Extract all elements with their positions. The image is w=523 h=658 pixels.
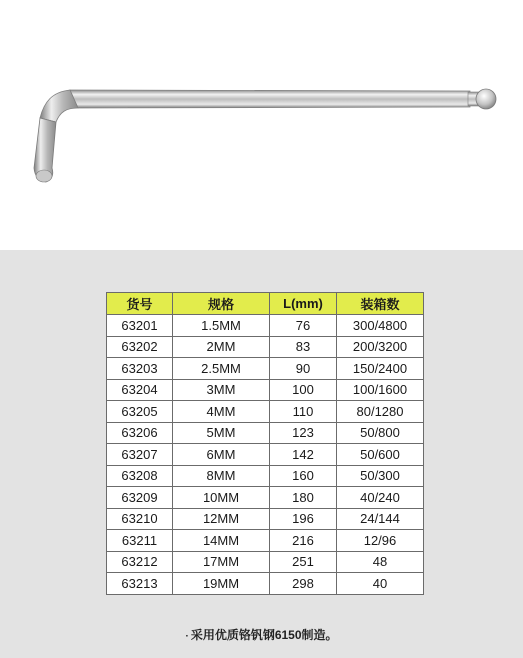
table-row [107, 379, 424, 401]
table-row [107, 444, 424, 466]
cell-size: 17MM [173, 551, 270, 573]
cell-item-no: 63204 [107, 379, 173, 401]
cell-packing: 200/3200 [337, 336, 424, 358]
cell-length: 90 [270, 358, 337, 380]
cell-packing: 40/240 [337, 487, 424, 509]
header-item-no: 货号 [107, 293, 173, 315]
cell-length: 180 [270, 487, 337, 509]
table-row [107, 336, 424, 358]
header-length: L(mm) [270, 293, 337, 315]
cell-size: 12MM [173, 508, 270, 530]
cell-item-no: 63209 [107, 487, 173, 509]
header-size: 规格 [173, 293, 270, 315]
cell-packing: 80/1280 [337, 401, 424, 423]
cell-packing: 300/4800 [337, 315, 424, 337]
table-row [107, 487, 424, 509]
note-bullet: · [185, 631, 189, 642]
ball-end-hex-key-image [0, 0, 523, 250]
cell-packing: 12/96 [337, 530, 424, 552]
cell-item-no: 63201 [107, 315, 173, 337]
cell-packing: 50/300 [337, 465, 424, 487]
cell-size: 10MM [173, 487, 270, 509]
cell-length: 76 [270, 315, 337, 337]
cell-size: 2.5MM [173, 358, 270, 380]
cell-item-no: 63202 [107, 336, 173, 358]
cell-packing: 100/1600 [337, 379, 424, 401]
cell-item-no: 63212 [107, 551, 173, 573]
cell-size: 19MM [173, 573, 270, 595]
material-note [0, 626, 523, 643]
cell-item-no: 63211 [107, 530, 173, 552]
cell-item-no: 63208 [107, 465, 173, 487]
cell-length: 216 [270, 530, 337, 552]
cell-size: 1.5MM [173, 315, 270, 337]
cell-size: 2MM [173, 336, 270, 358]
cell-packing: 24/144 [337, 508, 424, 530]
cell-length: 196 [270, 508, 337, 530]
cell-size: 3MM [173, 379, 270, 401]
cell-size: 6MM [173, 444, 270, 466]
cell-size: 14MM [173, 530, 270, 552]
cell-length: 100 [270, 379, 337, 401]
cell-item-no: 63206 [107, 422, 173, 444]
cell-length: 160 [270, 465, 337, 487]
header-packing: 装箱数 [337, 293, 424, 315]
table-row [107, 315, 424, 337]
cell-size: 8MM [173, 465, 270, 487]
cell-packing: 50/600 [337, 444, 424, 466]
table-header-row [107, 293, 424, 315]
cell-length: 298 [270, 573, 337, 595]
cell-length: 83 [270, 336, 337, 358]
note-text: 采用优质铬钒钢6150制造。 [190, 628, 338, 642]
cell-item-no: 63207 [107, 444, 173, 466]
cell-length: 110 [270, 401, 337, 423]
table-row [107, 401, 424, 423]
cell-item-no: 63203 [107, 358, 173, 380]
spec-table [106, 292, 424, 595]
cell-packing: 48 [337, 551, 424, 573]
cell-packing: 150/2400 [337, 358, 424, 380]
table-row [107, 465, 424, 487]
table-row [107, 530, 424, 552]
cell-size: 5MM [173, 422, 270, 444]
cell-item-no: 63213 [107, 573, 173, 595]
cell-packing: 40 [337, 573, 424, 595]
cell-length: 142 [270, 444, 337, 466]
cell-length: 251 [270, 551, 337, 573]
cell-size: 4MM [173, 401, 270, 423]
table-row [107, 551, 424, 573]
cell-item-no: 63205 [107, 401, 173, 423]
table-row [107, 573, 424, 595]
table-row [107, 508, 424, 530]
cell-packing: 50/800 [337, 422, 424, 444]
product-image-area [0, 0, 523, 250]
cell-length: 123 [270, 422, 337, 444]
table-row [107, 358, 424, 380]
table-row [107, 422, 424, 444]
cell-item-no: 63210 [107, 508, 173, 530]
